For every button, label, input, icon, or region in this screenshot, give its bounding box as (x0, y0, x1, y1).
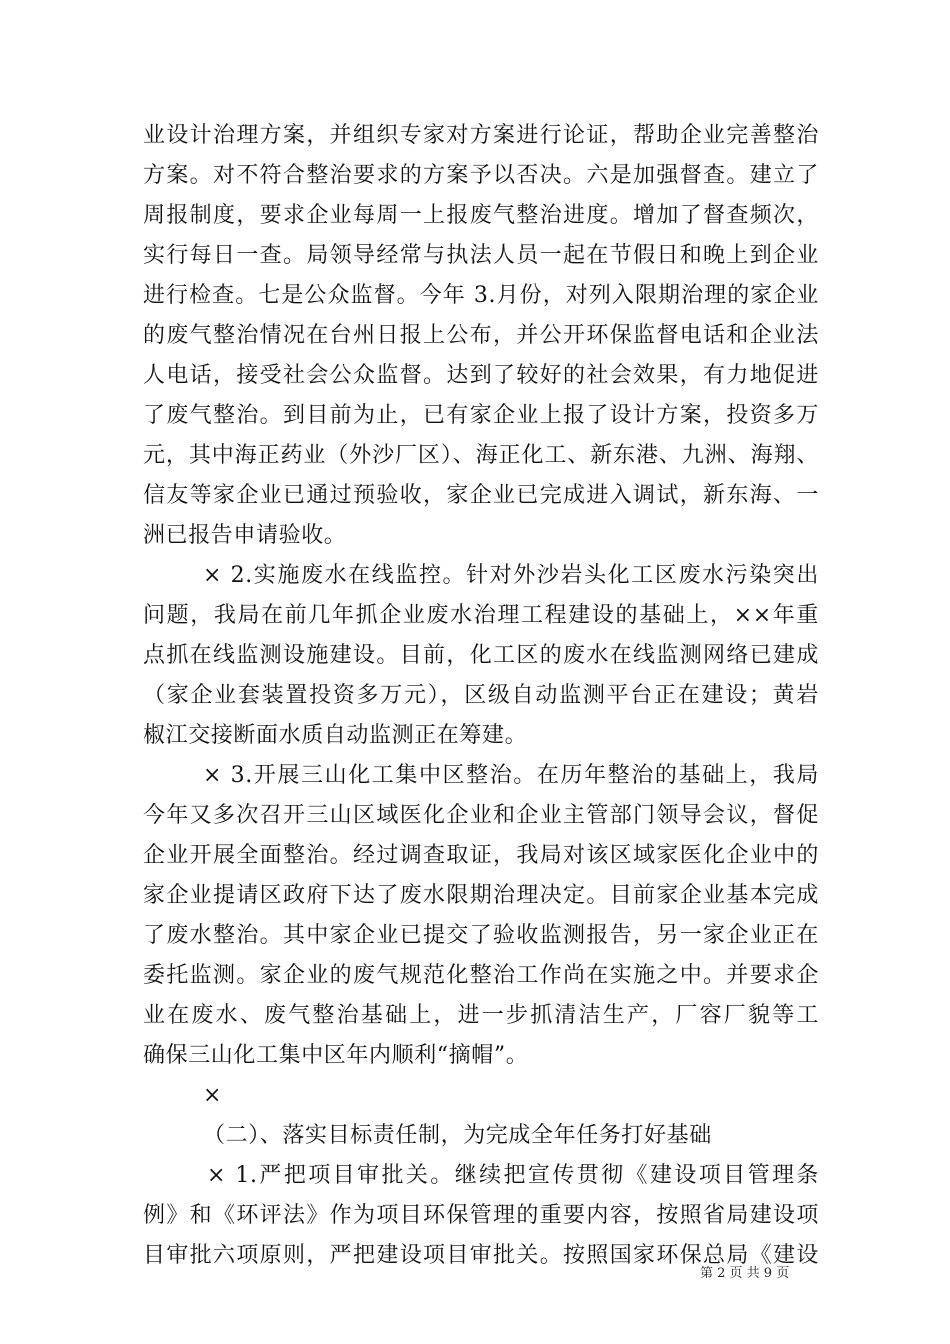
text-line: 了废气整治。到目前为止，已有家企业上报了设计方案，投资多万 (143, 403, 819, 428)
text-line: 业设计治理方案，并组织专家对方案进行论证，帮助企业完善整治 (143, 123, 819, 148)
text-line: （家企业套装置投资多万元），区级自动监测平台正在建设；黄岩 (143, 683, 819, 708)
text-line: 了废水整治。其中家企业已提交了验收监测报告，另一家企业正在 (143, 923, 819, 948)
text-line: 业在废水、废气整治基础上，进一步抓清洁生产，厂容厂貌等工 (143, 1003, 819, 1028)
text-line: 例》和《环评法》作为项目环保管理的重要内容，按照省局建设项 (143, 1203, 819, 1228)
text-line: 点抓在线监测设施建设。目前，化工区的废水在线监测网络已建成 (143, 643, 819, 668)
document-body (143, 116, 819, 1276)
text-line: 方案。对不符合整治要求的方案予以否决。六是加强督查。建立了 (143, 163, 819, 188)
text-line: 周报制度，要求企业每周一上报废气整治进度。增加了督查频次， (143, 203, 819, 228)
text-line: 企业开展全面整治。经过调查取证，我局对该区域家医化企业中的 (143, 843, 819, 868)
page-number: 第 2 页 共 9 页 (700, 1266, 790, 1281)
text-line: 进行检查。七是公众监督。今年 3.月份，对列入限期治理的家企业 (143, 283, 819, 308)
text-line: × 3.开展三山化工集中区整治。在历年整治的基础上，我局 (203, 763, 819, 788)
text-line: 今年又多次召开三山区域医化企业和企业主管部门领导会议，督促 (143, 803, 819, 828)
text-line: 目审批六项原则，严把建设项目审批关。按照国家环保总局《建设 (143, 1243, 819, 1268)
text-line: 洲已报告申请验收。 (143, 523, 347, 548)
text-line: × 1.严把项目审批关。继续把宣传贯彻《建设项目管理条 (207, 1163, 819, 1188)
text-line: 委托监测。家企业的废气规范化整治工作尚在实施之中。并要求企 (143, 963, 819, 988)
text-line: 的废气整治情况在台州日报上公布，并公开环保监督电话和企业法 (143, 323, 819, 348)
text-line: 确保三山化工集中区年内顺利“摘帽”。 (143, 1043, 529, 1068)
text-line: × 2.实施废水在线监控。针对外沙岩头化工区废水污染突出 (203, 563, 819, 588)
text-line: 信友等家企业已通过预验收，家企业已完成进入调试，新东海、一 (143, 483, 819, 508)
text-line: 椒江交接断面水质自动监测正在筹建。 (143, 723, 528, 748)
text-line: 实行每日一查。局领导经常与执法人员一起在节假日和晚上到企业 (143, 243, 819, 268)
text-line: × (203, 1083, 223, 1108)
text-line: （二）、落实目标责任制，为完成全年任务打好基础 (203, 1123, 712, 1148)
text-line: 元，其中海正药业（外沙厂区）、海正化工、新东港、九洲、海翔、 (143, 443, 819, 468)
text-line: 人电话，接受社会公众监督。达到了较好的社会效果，有力地促进 (143, 363, 819, 388)
text-line: 家企业提请区政府下达了废水限期治理决定。目前家企业基本完成 (143, 883, 819, 908)
text-line: 问题，我局在前几年抓企业废水治理工程建设的基础上，××年重 (143, 603, 819, 628)
